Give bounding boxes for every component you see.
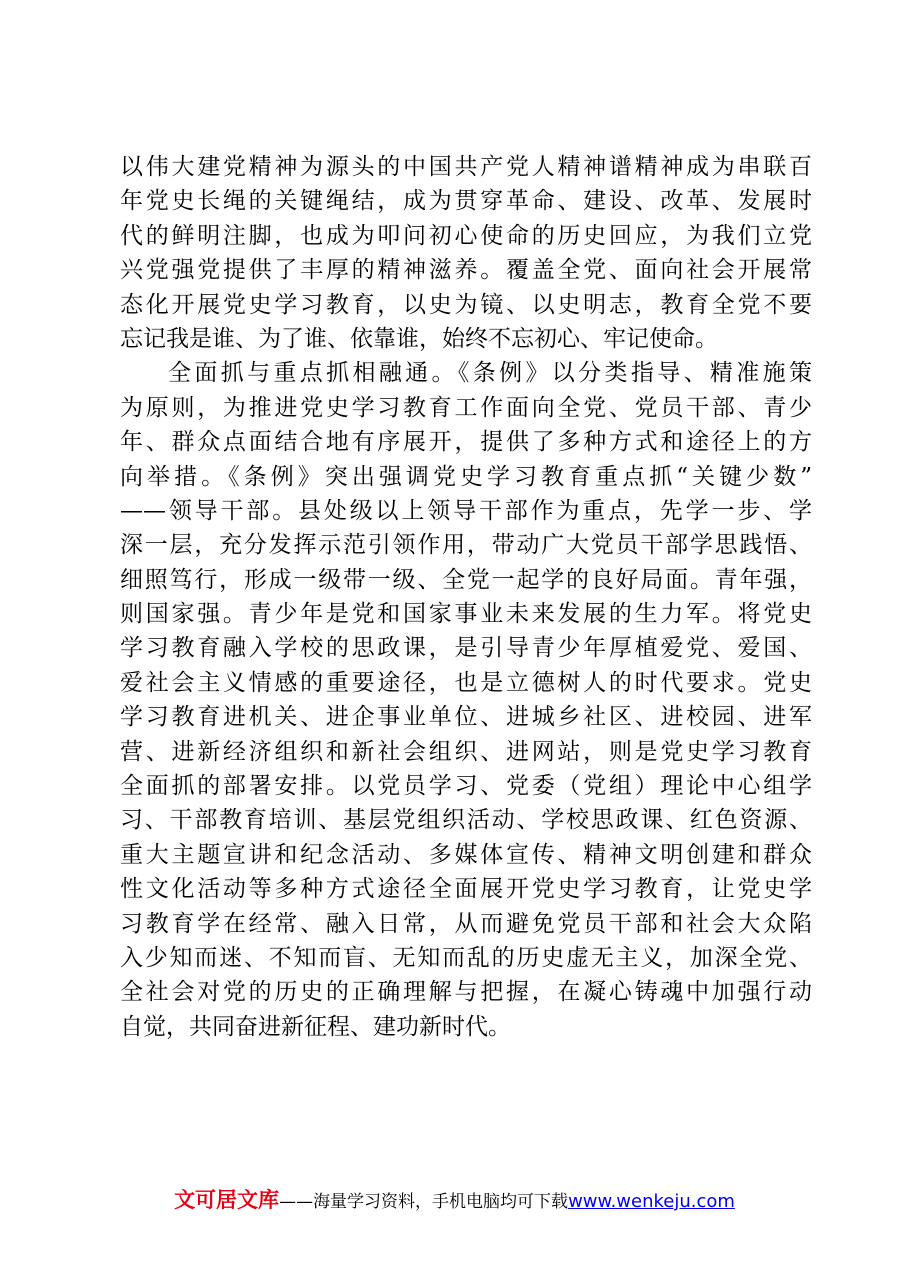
text-line: 年、群众点面结合地有序展开，提供了多种方式和途径上的方	[120, 429, 812, 456]
text-line: 忘记我是谁、为了谁、依靠谁，始终不忘初心、牢记使命。	[120, 325, 718, 352]
text-line: 深一层，充分发挥示范引领作用，带动广大党员干部学思践悟、	[120, 532, 812, 559]
text-line: ——领导干部。县处级以上领导干部作为重点，先学一步、学	[120, 497, 812, 524]
page-footer	[0, 1184, 909, 1214]
text-line: 为原则，为推进党史学习教育工作面向全党、党员干部、青少	[120, 394, 812, 421]
footer-slogan: ——海量学习资料，手机电脑均可下载	[279, 1192, 569, 1212]
text-line: 重大主题宣讲和纪念活动、多媒体宣传、精神文明创建和群众	[120, 841, 812, 868]
text-line: 营、进新经济组织和新社会组织、进网站，则是党史学习教育	[120, 738, 812, 765]
text-line: 年党史长绳的关键绳结，成为贯穿革命、建设、改革、发展时	[120, 188, 812, 215]
text-line: 全面抓的部署安排。以党员学习、党委（党组）理论中心组学	[120, 773, 812, 800]
text-line: 代的鲜明注脚，也成为叩问初心使命的历史回应，为我们立党	[120, 222, 812, 249]
text-line: 细照笃行，形成一级带一级、全党一起学的良好局面。青年强，	[120, 566, 812, 593]
paragraph-heading-line: 全面抓与重点抓相融通。《条例》以分类指导、精准施策	[168, 360, 812, 387]
document-body	[120, 150, 812, 1044]
text-line: 态化开展党史学习教育，以史为镜、以史明志，教育全党不要	[120, 291, 812, 318]
text-line: 兴党强党提供了丰厚的精神滋养。覆盖全党、面向社会开展常	[120, 257, 812, 284]
text-line: 入少知而迷、不知而盲、无知而乱的历史虚无主义，加深全党、	[120, 944, 812, 971]
text-line: 学习教育进机关、进企事业单位、进城乡社区、进校园、进军	[120, 704, 812, 731]
text-line: 学习教育融入学校的思政课，是引导青少年厚植爱党、爱国、	[120, 635, 812, 662]
text-line: 爱社会主义情感的重要途径，也是立德树人的时代要求。党史	[120, 669, 812, 696]
text-line: 性文化活动等多种方式途径全面展开党史学习教育，让党史学	[120, 876, 812, 903]
text-line: 习、干部教育培训、基层党组织活动、学校思政课、红色资源、	[120, 807, 812, 834]
brand-name: 文可居文库	[174, 1188, 280, 1212]
text-line: 以伟大建党精神为源头的中国共产党人精神谱精神成为串联百	[120, 154, 812, 180]
website-link[interactable]: www.wenkeju.com	[568, 1191, 735, 1212]
text-line: 全社会对党的历史的正确理解与把握，在凝心铸魂中加强行动	[120, 979, 812, 1006]
text-line: 向举措。《条例》突出强调党史学习教育重点抓“关键少数”	[120, 463, 812, 490]
text-line: 自觉，共同奋进新征程、建功新时代。	[120, 1013, 511, 1040]
text-line: 习教育学在经常、融入日常，从而避免党员干部和社会大众陷	[120, 910, 812, 937]
text-line: 则国家强。青少年是党和国家事业未来发展的生力军。将党史	[120, 601, 812, 628]
